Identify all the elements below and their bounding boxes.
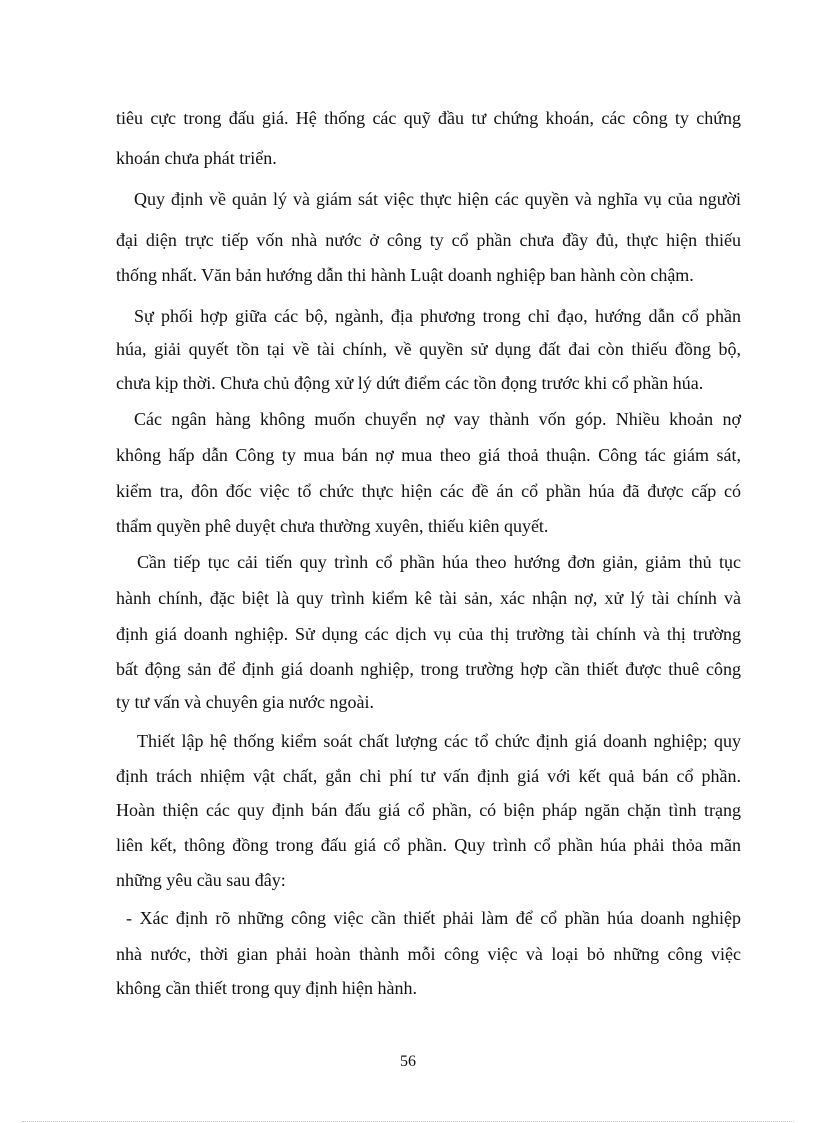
body-text-line: định trách nhiệm vật chất, gắn chi phí tư vấn định giá với kết quả bán cổ phần. xyxy=(116,766,741,786)
body-text-line: kiểm tra, đôn đốc việc tổ chức thực hiện các đề án cổ phần húa đã được cấp có xyxy=(116,481,741,501)
page-number: 56 xyxy=(400,1053,416,1070)
page-bottom-divider xyxy=(22,1121,794,1122)
body-text-line: Thiết lập hệ thống kiểm soát chất lượng các tổ chức định giá doanh nghiệp; quy xyxy=(137,731,741,751)
body-text-line: Quy định về quản lý và giám sát việc thực hiện các quyền và nghĩa vụ của người xyxy=(134,189,741,209)
body-text-line: đại diện trực tiếp vốn nhà nước ở công ty cổ phần chưa đầy đủ, thực hiện thiếu xyxy=(116,230,741,250)
body-text-line: những yêu cầu sau đây: xyxy=(116,870,286,890)
body-text-line: bất động sản để định giá doanh nghiệp, trong trường hợp cần thiết được thuê công xyxy=(116,659,741,679)
body-text-line: thống nhất. Văn bản hướng dẫn thi hành Luật doanh nghiệp ban hành còn chậm. xyxy=(116,265,694,285)
body-text-line: Hoàn thiện các quy định bán đấu giá cổ phần, có biện pháp ngăn chặn tình trạng xyxy=(116,800,741,820)
body-text-line: chưa kịp thời. Chưa chủ động xử lý dứt điểm các tồn đọng trước khi cổ phần húa. xyxy=(116,373,704,393)
body-text-line: - Xác định rõ những công việc cần thiết phải làm để cổ phần húa doanh nghiệp xyxy=(126,908,741,928)
body-text-line: húa, giải quyết tồn tại về tài chính, về quyền sử dụng đất đai còn thiếu đồng bộ, xyxy=(116,339,741,359)
body-text-line: Sự phối hợp giữa các bộ, ngành, địa phương trong chỉ đạo, hướng dẫn cổ phần xyxy=(134,306,741,326)
body-text-line: nhà nước, thời gian phải hoàn thành mỗi công việc và loại bỏ những công việc xyxy=(116,944,741,964)
body-text-line: Cần tiếp tục cải tiến quy trình cổ phần húa theo hướng đơn giản, giảm thủ tục xyxy=(137,552,741,572)
body-text-line: liên kết, thông đồng trong đấu giá cổ phần. Quy trình cổ phần húa phải thỏa mãn xyxy=(116,835,741,855)
body-text-line: không cần thiết trong quy định hiện hành. xyxy=(116,978,417,998)
body-text-line: Các ngân hàng không muốn chuyển nợ vay thành vốn góp. Nhiều khoản nợ xyxy=(134,409,741,429)
body-text-line: thẩm quyền phê duyệt chưa thường xuyên, thiếu kiên quyết. xyxy=(116,516,549,536)
body-text-line: hành chính, đặc biệt là quy trình kiểm kê tài sản, xác nhận nợ, xử lý tài chính và xyxy=(116,588,741,608)
body-text-line: khoán chưa phát triển. xyxy=(116,148,277,168)
body-text-line: không hấp dẫn Công ty mua bán nợ mua theo giá thoả thuận. Công tác giám sát, xyxy=(116,445,741,465)
body-text-line: định giá doanh nghiệp. Sử dụng các dịch vụ của thị trường tài chính và thị trường xyxy=(116,624,741,644)
body-text-line: ty tư vấn và chuyên gia nước ngoài. xyxy=(116,692,374,712)
body-text-line: tiêu cực trong đấu giá. Hệ thống các quỹ đầu tư chứng khoán, các công ty chứng xyxy=(116,108,741,128)
